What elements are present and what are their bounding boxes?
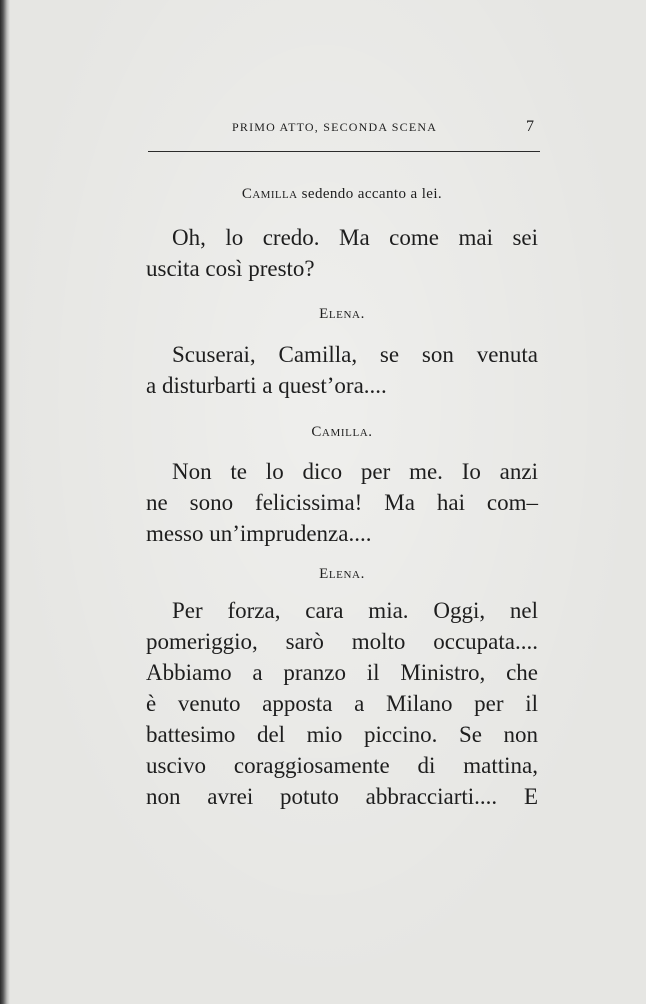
speech-line: pomeriggio, sarò molto occupata.... xyxy=(146,629,538,654)
speaker-name: Elena. xyxy=(319,306,365,322)
speech-line: Abbiamo a pranzo il Ministro, che xyxy=(146,660,538,685)
stage-direction-speaker: Camilla xyxy=(241,186,298,202)
speech-paragraph xyxy=(146,339,538,401)
stage-direction-text: sedendo accanto a lei. xyxy=(301,186,443,202)
speech-line: uscivo coraggiosamente di mattina, xyxy=(146,753,538,778)
speech-line: a disturbarti a quest’ora.... xyxy=(146,373,387,398)
speaker-name: Camilla. xyxy=(311,424,373,440)
running-header-title: PRIMO ATTO, SECONDA SCENA xyxy=(232,120,438,134)
running-header xyxy=(150,120,540,140)
speech-line: è venuto apposta a Milano per il xyxy=(146,691,538,716)
page-number: 7 xyxy=(526,118,534,135)
speech-line: Scuserai, Camilla, se son venuta xyxy=(172,342,538,367)
speech-line: uscita così presto? xyxy=(146,256,315,281)
speech-line: Oh, lo credo. Ma come mai sei xyxy=(172,225,538,250)
stage-direction xyxy=(146,186,538,203)
page-binding-edge xyxy=(0,0,10,1004)
speech-line: battesimo del mio piccino. Se non xyxy=(146,722,538,747)
speech-line: Non te lo dico per me. Io anzi xyxy=(172,459,538,484)
speech-line: messo un’imprudenza.... xyxy=(146,521,372,546)
speaker-name: Elena. xyxy=(319,566,365,582)
speech-line: non avrei potuto abbracciarti.... E xyxy=(146,784,538,809)
speech-line: Per forza, cara mia. Oggi, nel xyxy=(172,598,538,623)
speech-paragraph xyxy=(146,456,538,549)
speech-line: ne sono felicissima! Ma hai com– xyxy=(146,490,538,515)
header-rule xyxy=(148,151,540,152)
speech-paragraph xyxy=(146,595,538,812)
speech-paragraph xyxy=(146,222,538,284)
